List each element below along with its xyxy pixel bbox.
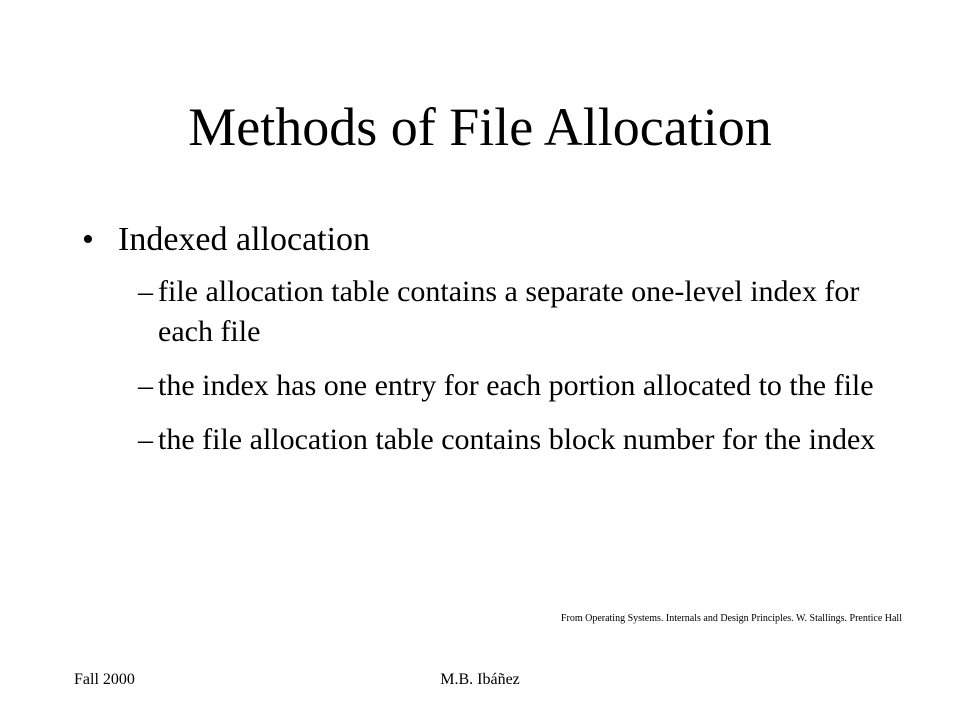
sub-bullet-text: file allocation table contains a separate one-level index for each file (158, 275, 860, 348)
sub-bullet-list (82, 272, 882, 460)
sub-bullet-text: the index has one entry for each portion allocated to the file (158, 369, 874, 402)
slide-title: Methods of File Allocation (188, 97, 772, 157)
bullet-item (82, 218, 882, 262)
dash-marker: – (138, 369, 153, 402)
dash-marker: – (138, 275, 153, 308)
source-citation: From Operating Systems. Internals and Design Principles. W. Stallings. Prentice Hall (560, 613, 902, 624)
sub-bullet-text: the file allocation table contains block number for the index (158, 423, 876, 456)
footer-date: Fall 2000 (74, 671, 135, 688)
sub-bullet-item (82, 420, 882, 460)
dash-marker: – (138, 423, 153, 456)
slide-body (82, 218, 882, 474)
footer-author: M.B. Ibáñez (440, 671, 520, 688)
sub-bullet-item (82, 366, 882, 406)
bullet-marker: • (82, 221, 94, 258)
sub-bullet-item (82, 272, 882, 352)
bullet-text: Indexed allocation (118, 221, 371, 258)
